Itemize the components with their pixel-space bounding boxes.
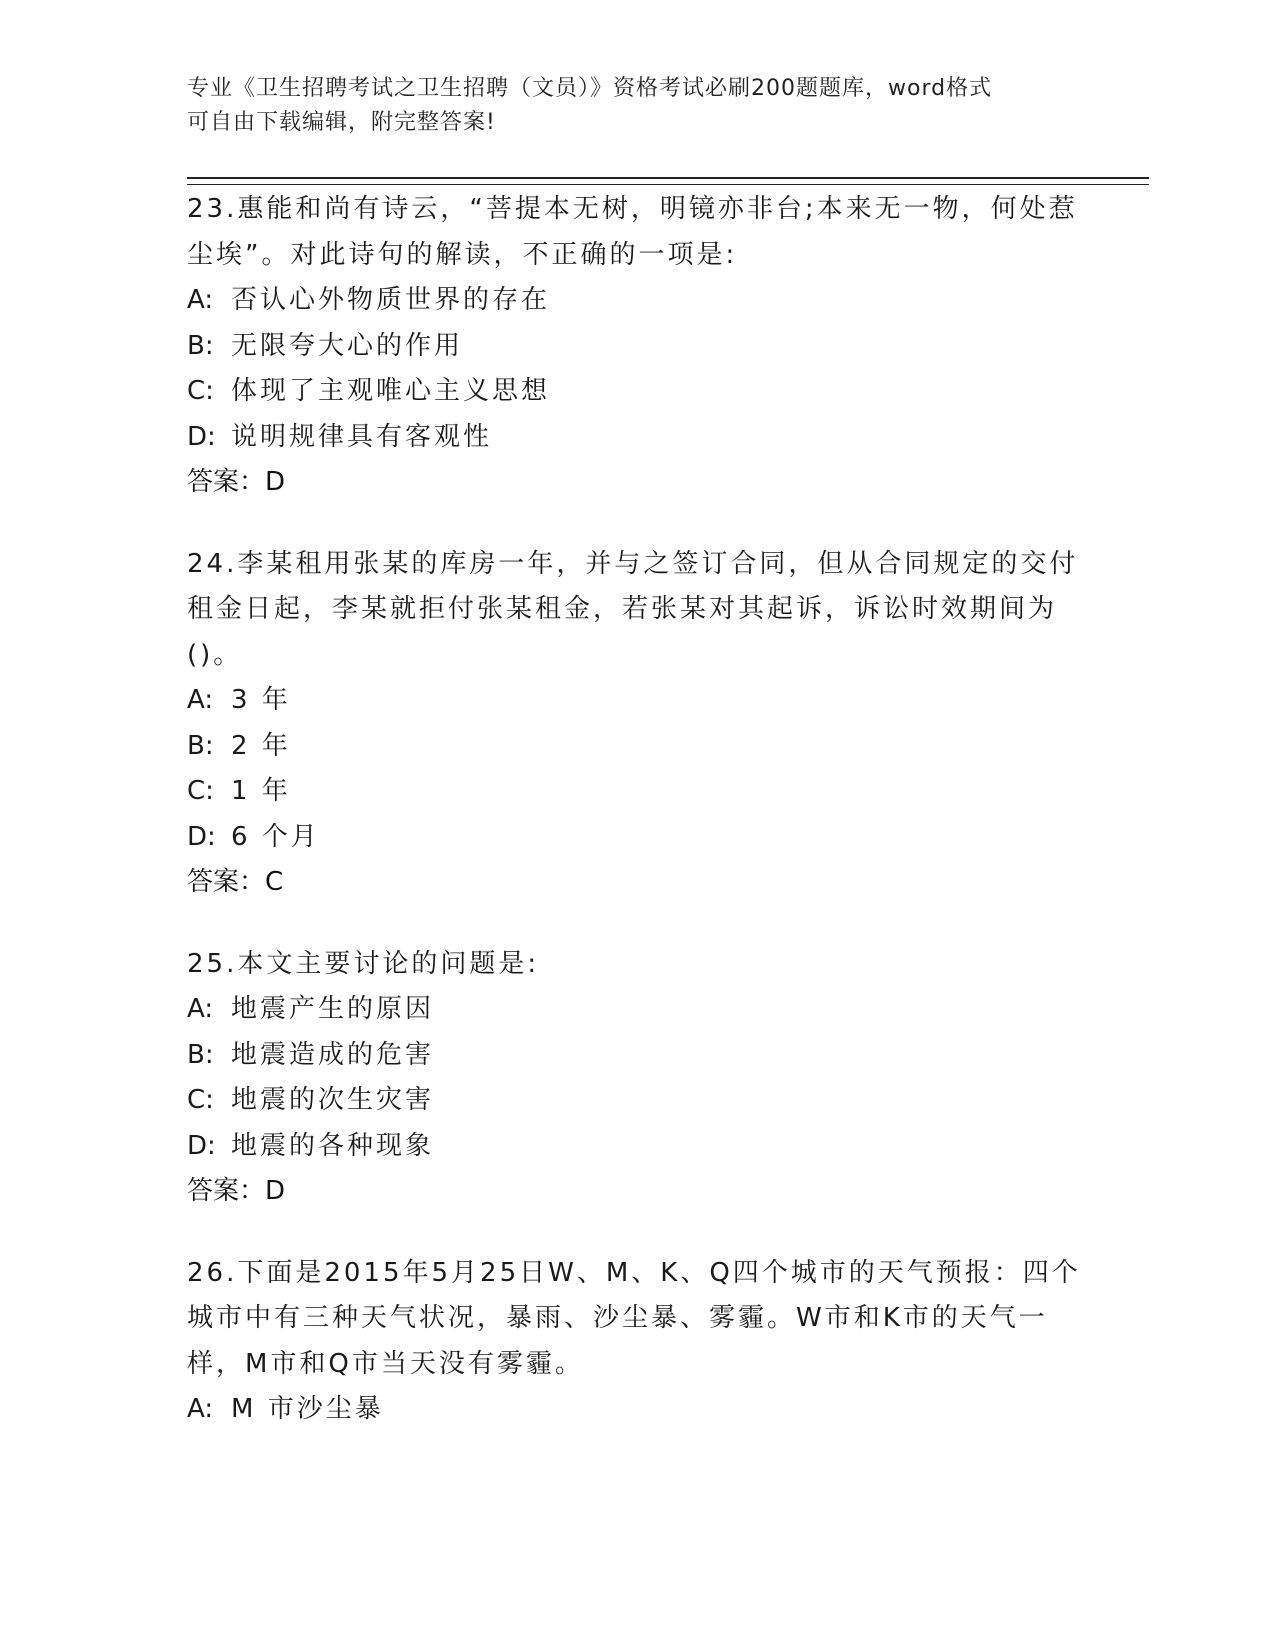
option-letter: A:: [187, 994, 214, 1024]
answer: 答案：D: [187, 467, 286, 497]
option-a: [187, 1387, 1087, 1433]
option-text: 地震的次生灾害: [231, 1085, 435, 1115]
answer: 答案：D: [187, 1176, 286, 1206]
question-text: 25.本文主要讨论的问题是:: [187, 948, 540, 979]
option-d: [187, 415, 1087, 461]
option-text: M 市沙尘暴: [231, 1394, 384, 1424]
option-c: [187, 369, 1087, 415]
option-b: [187, 724, 1087, 770]
option-text: 说明规律具有客观性: [231, 421, 493, 452]
option-letter: A:: [187, 285, 214, 315]
option-letter: A:: [187, 1394, 214, 1424]
question-text: 26.下面是2015年5月25日W、M、K、Q四个城市的天气预报：四个城市中有三种天气状况，暴雨、沙尘暴、雾霾。W市和K市的天气一样，M市和Q市当天没有雾霾。: [187, 1257, 1081, 1379]
option-a: [187, 678, 1087, 724]
option-text: 地震产生的原因: [231, 994, 435, 1024]
option-letter: A:: [187, 685, 214, 715]
option-letter: B:: [187, 730, 214, 761]
header-line-1: 专业《卫生招聘考试之卫生招聘（文员）》资格考试必刷200题题库，word格式: [187, 76, 993, 101]
option-text: 2 年: [231, 730, 291, 761]
option-text: 地震的各种现象: [231, 1130, 435, 1161]
option-letter: B:: [187, 1039, 214, 1070]
question-25: [187, 942, 1087, 1215]
option-letter: D:: [187, 1130, 216, 1161]
header-line-2: 可自由下载编辑，附完整答案!: [187, 110, 496, 135]
option-a: [187, 987, 1087, 1033]
option-c: [187, 1078, 1087, 1124]
option-letter: C:: [187, 1085, 214, 1115]
option-letter: B:: [187, 330, 214, 361]
option-text: 地震造成的危害: [231, 1039, 435, 1070]
option-b: [187, 1033, 1087, 1079]
question-list: [187, 187, 1087, 1469]
header-divider: [187, 177, 1149, 185]
option-a: [187, 278, 1087, 324]
question-24: [187, 542, 1087, 906]
option-text: 3 年: [231, 685, 291, 715]
option-letter: C:: [187, 776, 214, 806]
option-text: 6 个月: [231, 821, 320, 852]
option-b: [187, 324, 1087, 370]
option-letter: D:: [187, 421, 216, 452]
document-header: [187, 72, 1087, 140]
question-23: [187, 187, 1087, 506]
option-text: 1 年: [231, 776, 291, 806]
option-d: [187, 815, 1087, 861]
question-26: [187, 1251, 1087, 1433]
answer: 答案：C: [187, 867, 284, 897]
option-text: 无限夸大心的作用: [231, 330, 464, 361]
option-d: [187, 1124, 1087, 1170]
question-text: 24.李某租用张某的库房一年，并与之签订合同，但从合同规定的交付租金日起，李某就拒付张某租金，若张某对其起诉，诉讼时效期间为()。: [187, 548, 1079, 670]
option-text: 否认心外物质世界的存在: [231, 285, 551, 315]
option-c: [187, 769, 1087, 815]
question-text: 23.惠能和尚有诗云，“菩提本无树，明镜亦非台;本来无一物，何处惹尘埃”。对此诗句的解读，不正确的一项是:: [187, 194, 1078, 270]
option-letter: D:: [187, 821, 216, 852]
option-letter: C:: [187, 376, 214, 406]
option-text: 体现了主观唯心主义思想: [231, 376, 551, 406]
